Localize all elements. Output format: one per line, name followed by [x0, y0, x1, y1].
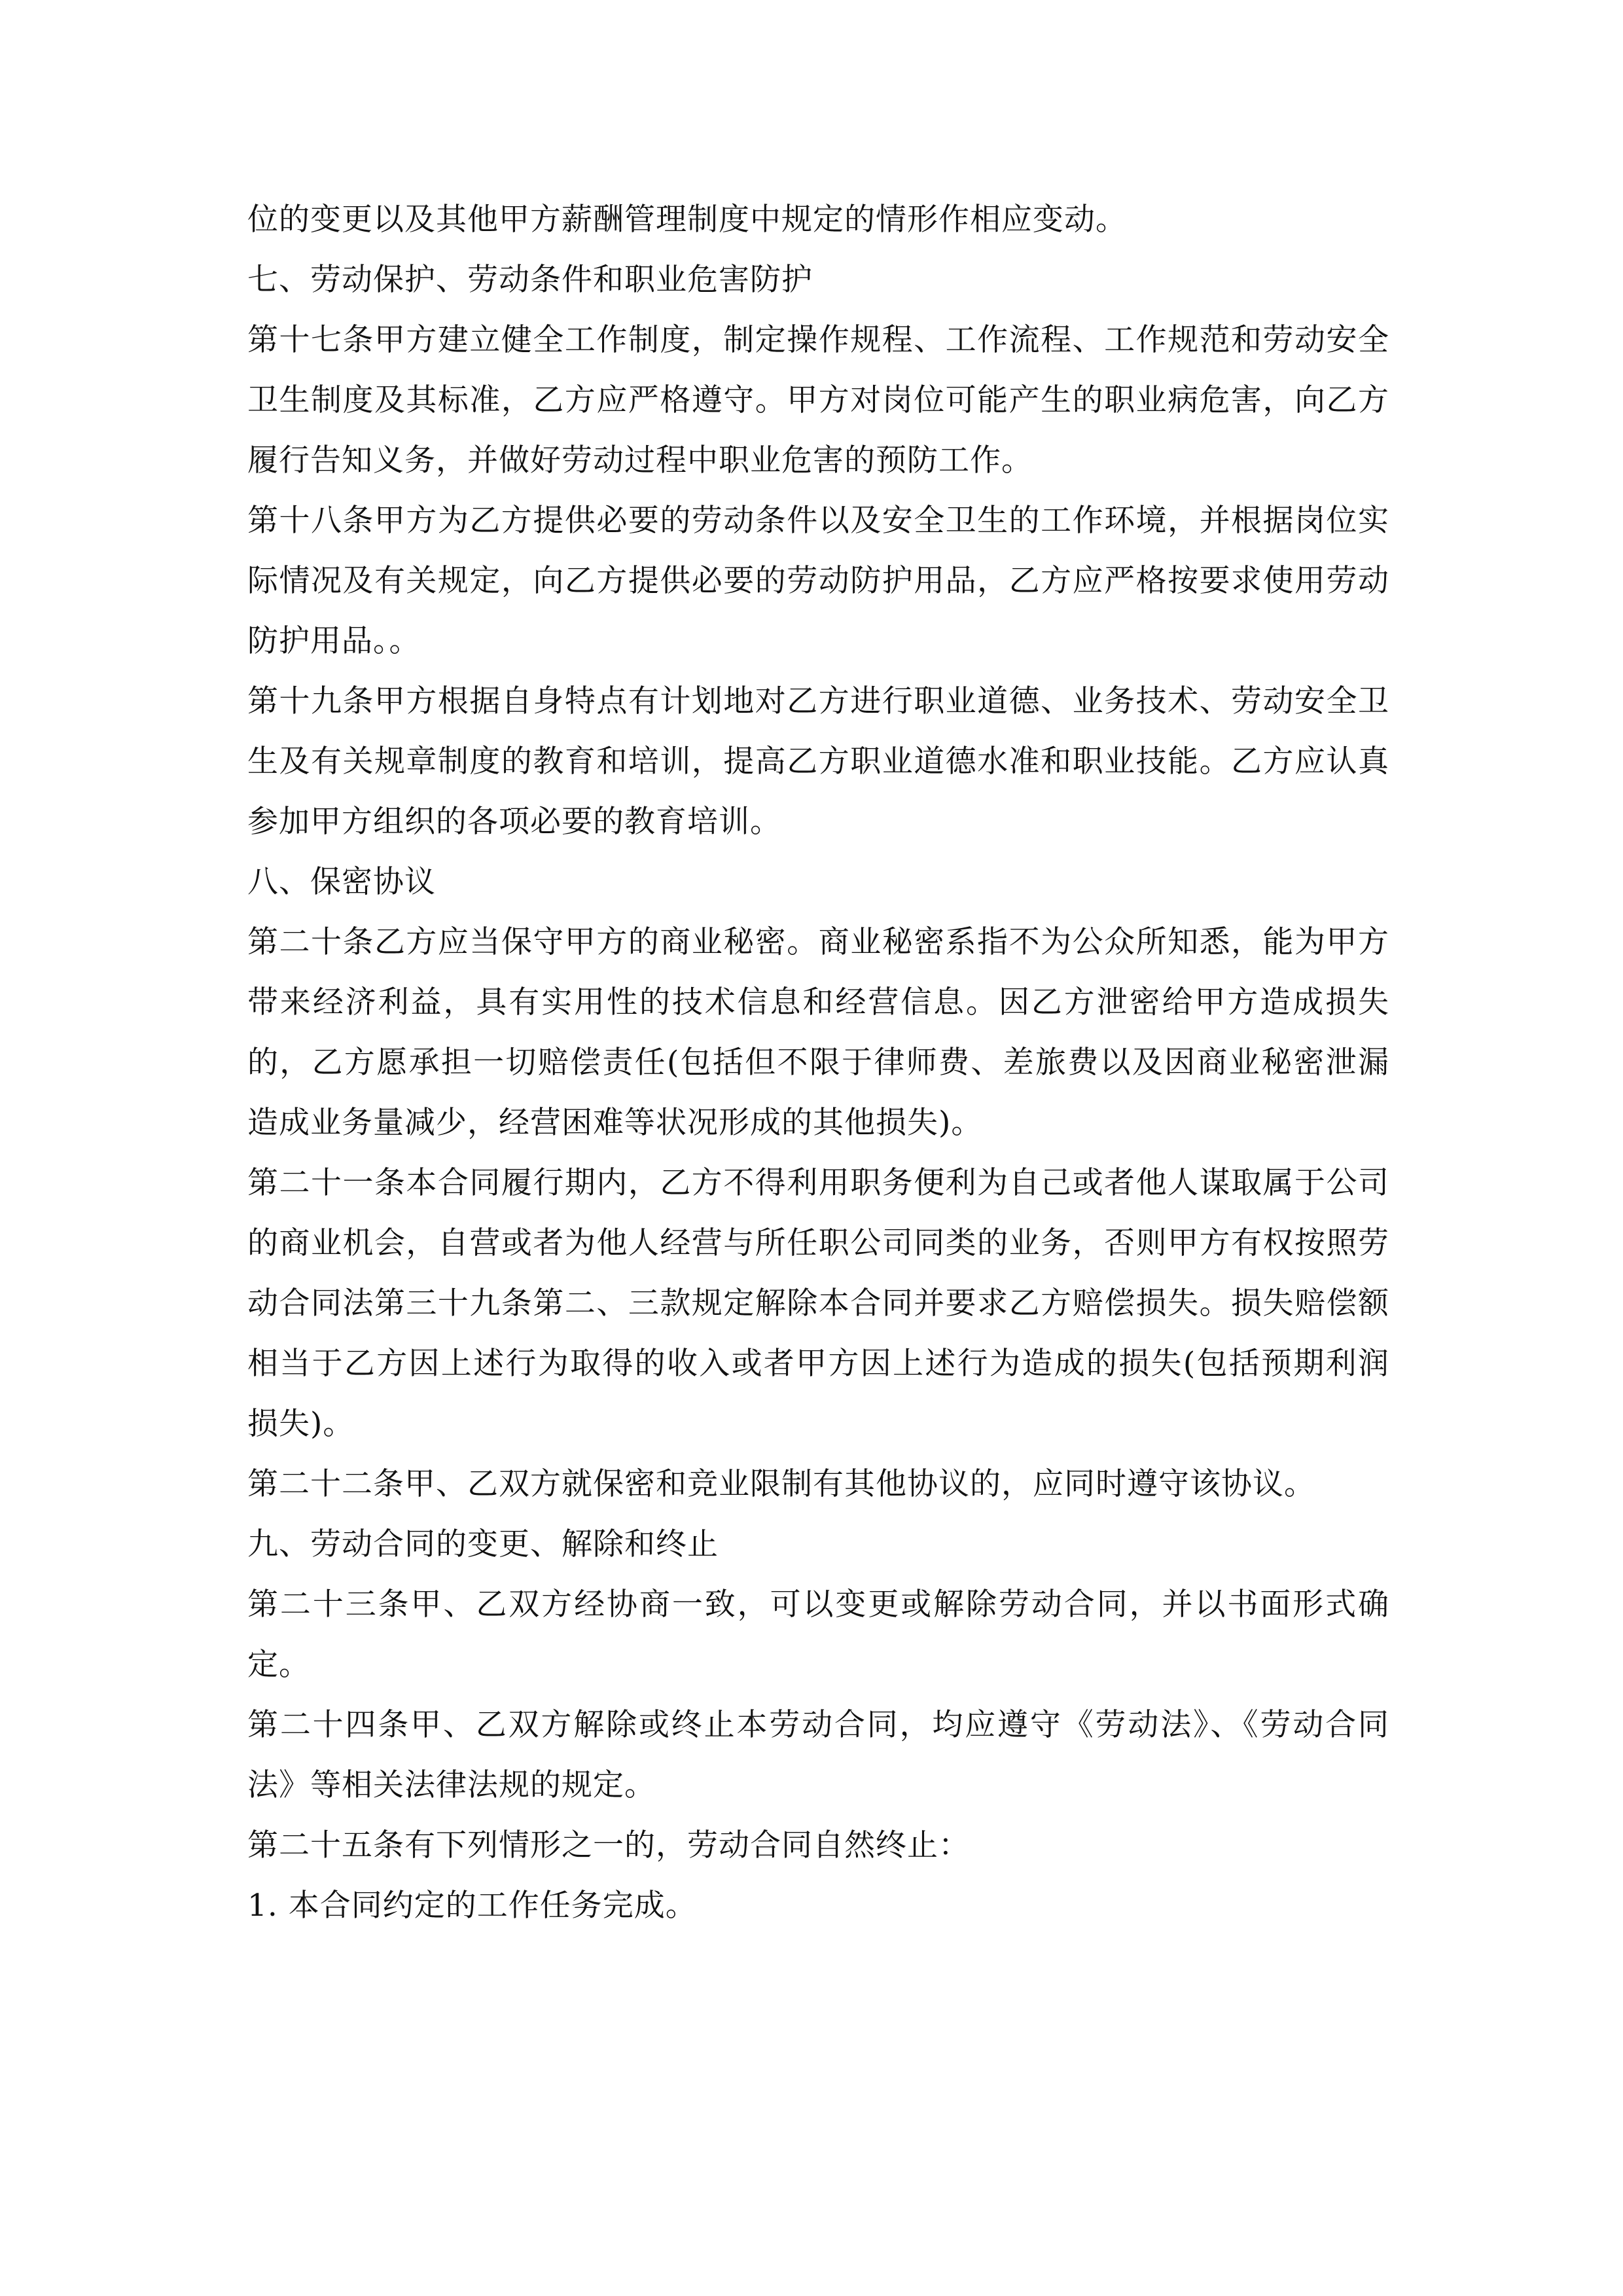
article-17: 第十七条甲方建立健全工作制度，制定操作规程、工作流程、工作规范和劳动安全卫生制度及其标准，乙方应严格遵守。甲方对岗位可能产生的职业病危害，向乙方履行告知义务，并做好劳动过程中职业危害的预防工作。 [247, 322, 1389, 478]
list-item-1: 1. 本合同约定的工作任务完成。 [247, 1888, 697, 1924]
article-20: 第二十条乙方应当保守甲方的商业秘密。商业秘密系指不为公众所知悉，能为甲方带来经济利益，具有实用性的技术信息和经营信息。因乙方泄密给甲方造成损失的，乙方愿承担一切赔偿责任(包括但不限于律师费、差旅费以及因商业秘密泄漏造成业务量减少，经营困难等状况形成的其他损失)。 [247, 924, 1389, 1141]
section-heading-confidentiality: 八、保密协议 [247, 864, 436, 900]
section-heading-labor-protection: 七、劳动保护、劳动条件和职业危害防护 [247, 262, 813, 298]
article-24: 第二十四条甲、乙双方解除或终止本劳动合同，均应遵守《劳动法》、《劳动合同法》等相关法律法规的规定。 [247, 1707, 1389, 1803]
article-23: 第二十三条甲、乙双方经协商一致，可以变更或解除劳动合同，并以书面形式确定。 [247, 1587, 1389, 1683]
article-22: 第二十二条甲、乙双方就保密和竞业限制有其他协议的，应同时遵守该协议。 [247, 1466, 1315, 1502]
paragraph-salary-change: 位的变更以及其他甲方薪酬管理制度中规定的情形作相应变动。 [247, 202, 1127, 238]
article-25: 第二十五条有下列情形之一的，劳动合同自然终止： [247, 1827, 970, 1863]
section-heading-contract-change: 九、劳动合同的变更、解除和终止 [247, 1526, 719, 1562]
article-18: 第十八条甲方为乙方提供必要的劳动条件以及安全卫生的工作环境，并根据岗位实际情况及有关规定，向乙方提供必要的劳动防护用品，乙方应严格按要求使用劳动防护用品。。 [247, 503, 1389, 659]
document-body [247, 190, 1421, 1936]
article-19: 第十九条甲方根据自身特点有计划地对乙方进行职业道德、业务技术、劳动安全卫生及有关规章制度的教育和培训，提高乙方职业道德水准和职业技能。乙方应认真参加甲方组织的各项必要的教育培训。 [247, 683, 1389, 840]
article-21: 第二十一条本合同履行期内，乙方不得利用职务便利为自己或者他人谋取属于公司的商业机会，自营或者为他人经营与所任职公司同类的业务，否则甲方有权按照劳 动合同法第三十九条第二、三款规定解除本合同并要求乙方赔偿损失。损失赔偿额相当于乙方因上述行为取得的收入或者甲方因上述行为造成的损失(包括预期利润 损失)。 [247, 1165, 1421, 1442]
